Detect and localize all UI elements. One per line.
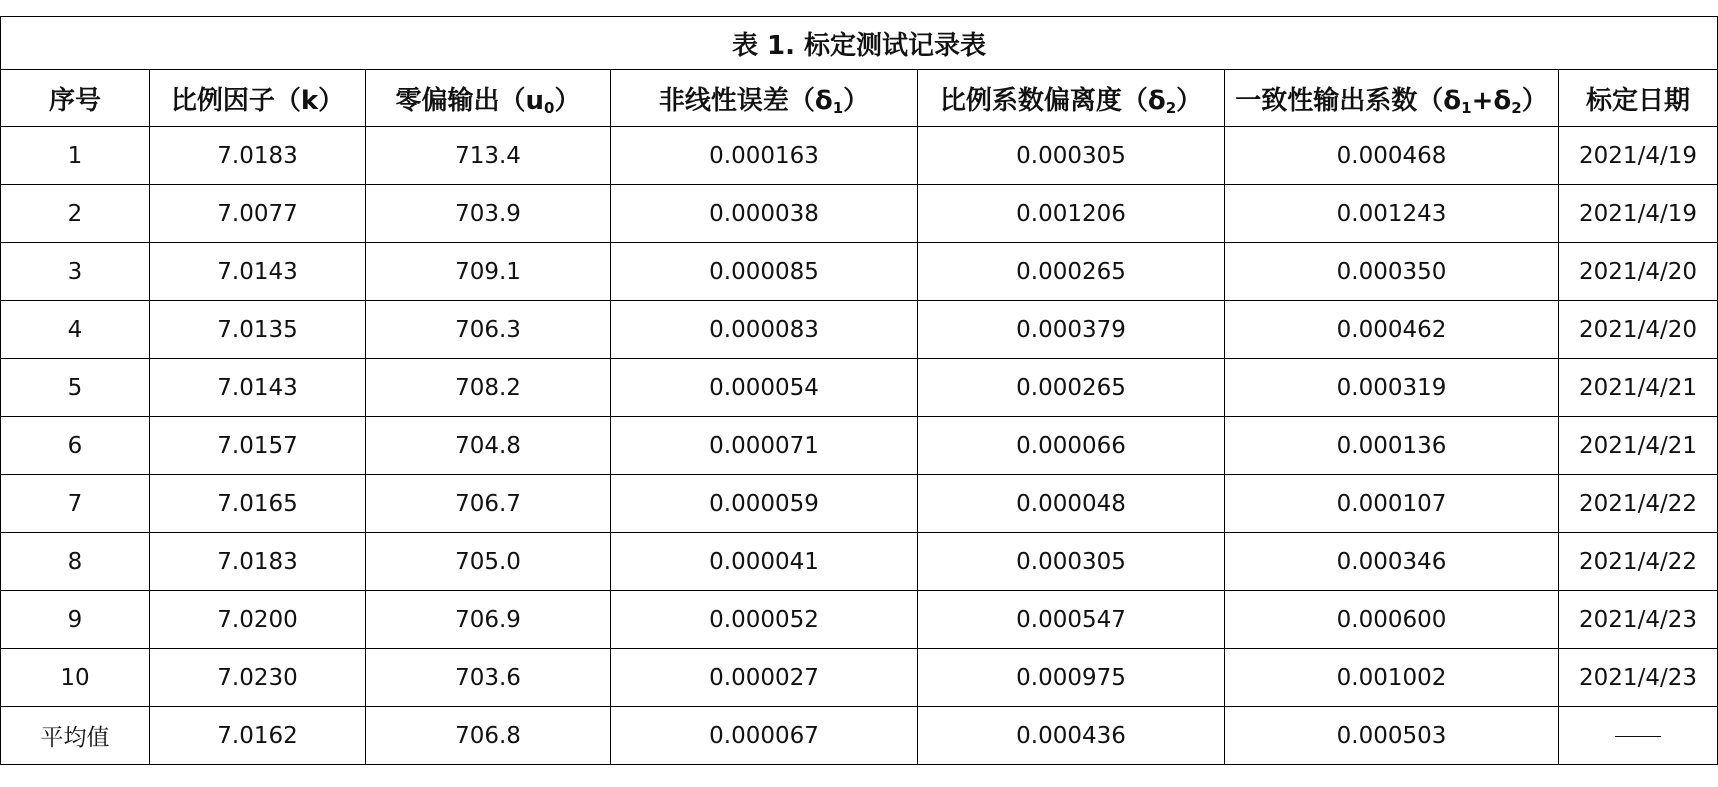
table-row xyxy=(1,301,1718,359)
table-cell: 2021/4/21 xyxy=(1559,417,1718,475)
column-header: 非线性误差$(\delta_1)$ xyxy=(611,70,918,127)
table-cell: 0.000059 xyxy=(611,475,918,533)
table-row xyxy=(1,533,1718,591)
table-cell: 7.0077 xyxy=(150,185,366,243)
average-row xyxy=(1,707,1718,765)
table-cell: 0.000468 xyxy=(1225,127,1559,185)
table-cell: 7.0143 xyxy=(150,243,366,301)
table-cell: 0.001002 xyxy=(1225,649,1559,707)
table-cell: 0.000048 xyxy=(918,475,1225,533)
table-cell: 0.001243 xyxy=(1225,185,1559,243)
table-cell: 7.0165 xyxy=(150,475,366,533)
table-cell: 0.000503 xyxy=(1225,707,1559,765)
table-cell: 0.000305 xyxy=(918,127,1225,185)
column-header: 标定日期 xyxy=(1559,70,1718,127)
column-header: 一致性输出系数$(\delta_1+\delta_2)$ xyxy=(1225,70,1559,127)
table-cell: 706.7 xyxy=(366,475,611,533)
table-cell: 3 xyxy=(1,243,150,301)
table-cell: 0.000462 xyxy=(1225,301,1559,359)
table-cell: 1 xyxy=(1,127,150,185)
table-cell xyxy=(1559,707,1718,765)
column-header: 零偏输出$(u_0)$ xyxy=(366,70,611,127)
table-cell: 0.000379 xyxy=(918,301,1225,359)
table-cell: 0.000027 xyxy=(611,649,918,707)
table-cell: 703.6 xyxy=(366,649,611,707)
table-cell: 平均值 xyxy=(1,707,150,765)
table-cell: 2021/4/19 xyxy=(1559,127,1718,185)
table-cell: 0.000136 xyxy=(1225,417,1559,475)
header-row xyxy=(1,70,1718,127)
calibration-record-table xyxy=(0,16,1718,765)
table-cell: 0.000547 xyxy=(918,591,1225,649)
table-row xyxy=(1,243,1718,301)
table-container xyxy=(0,16,1717,765)
table-cell: 7.0230 xyxy=(150,649,366,707)
table-cell: 10 xyxy=(1,649,150,707)
table-cell: 2021/4/21 xyxy=(1559,359,1718,417)
table-cell: 0.000163 xyxy=(611,127,918,185)
table-cell: 0.000067 xyxy=(611,707,918,765)
table-cell: 7.0200 xyxy=(150,591,366,649)
table-cell: 4 xyxy=(1,301,150,359)
table-cell: 2021/4/22 xyxy=(1559,533,1718,591)
table-cell: 703.9 xyxy=(366,185,611,243)
table-cell: 7.0143 xyxy=(150,359,366,417)
table-cell: 706.8 xyxy=(366,707,611,765)
table-cell: 0.000066 xyxy=(918,417,1225,475)
table-cell: 8 xyxy=(1,533,150,591)
table-cell: 0.000265 xyxy=(918,359,1225,417)
table-cell: 7.0162 xyxy=(150,707,366,765)
table-cell: 0.000350 xyxy=(1225,243,1559,301)
table-cell: 0.000436 xyxy=(918,707,1225,765)
table-cell: 6 xyxy=(1,417,150,475)
table-cell: 9 xyxy=(1,591,150,649)
empty-dash xyxy=(1615,736,1661,737)
column-header: 比例因子（k） xyxy=(150,70,366,127)
table-title: 表 1. 标定测试记录表 xyxy=(1,17,1718,70)
table-row xyxy=(1,417,1718,475)
table-cell: 0.000041 xyxy=(611,533,918,591)
table-cell: 7.0157 xyxy=(150,417,366,475)
table-cell: 7.0135 xyxy=(150,301,366,359)
column-header: 序号 xyxy=(1,70,150,127)
table-cell: 2 xyxy=(1,185,150,243)
title-row xyxy=(1,17,1718,70)
table-cell: 2021/4/23 xyxy=(1559,591,1718,649)
table-cell: 0.000038 xyxy=(611,185,918,243)
table-cell: 0.000346 xyxy=(1225,533,1559,591)
table-row xyxy=(1,127,1718,185)
table-cell: 2021/4/20 xyxy=(1559,243,1718,301)
table-cell: 0.000107 xyxy=(1225,475,1559,533)
table-cell: 2021/4/20 xyxy=(1559,301,1718,359)
column-header: 比例系数偏离度$(\delta_2)$ xyxy=(918,70,1225,127)
table-cell: 5 xyxy=(1,359,150,417)
table-cell: 706.9 xyxy=(366,591,611,649)
table-cell: 0.000085 xyxy=(611,243,918,301)
table-cell: 709.1 xyxy=(366,243,611,301)
table-row xyxy=(1,475,1718,533)
table-cell: 706.3 xyxy=(366,301,611,359)
table-row xyxy=(1,359,1718,417)
table-cell: 0.000305 xyxy=(918,533,1225,591)
table-cell: 0.000319 xyxy=(1225,359,1559,417)
table-cell: 7 xyxy=(1,475,150,533)
table-cell: 0.000600 xyxy=(1225,591,1559,649)
table-cell: 2021/4/23 xyxy=(1559,649,1718,707)
table-cell: 713.4 xyxy=(366,127,611,185)
table-cell: 7.0183 xyxy=(150,533,366,591)
table-cell: 704.8 xyxy=(366,417,611,475)
table-cell: 708.2 xyxy=(366,359,611,417)
table-row xyxy=(1,591,1718,649)
table-cell: 0.000265 xyxy=(918,243,1225,301)
table-cell: 0.000975 xyxy=(918,649,1225,707)
table-row xyxy=(1,185,1718,243)
table-row xyxy=(1,649,1718,707)
table-cell: 7.0183 xyxy=(150,127,366,185)
table-cell: 2021/4/22 xyxy=(1559,475,1718,533)
table-cell: 0.000083 xyxy=(611,301,918,359)
table-cell: 2021/4/19 xyxy=(1559,185,1718,243)
table-cell: 0.000054 xyxy=(611,359,918,417)
table-cell: 0.000052 xyxy=(611,591,918,649)
table-cell: 0.001206 xyxy=(918,185,1225,243)
table-cell: 705.0 xyxy=(366,533,611,591)
table-cell: 0.000071 xyxy=(611,417,918,475)
